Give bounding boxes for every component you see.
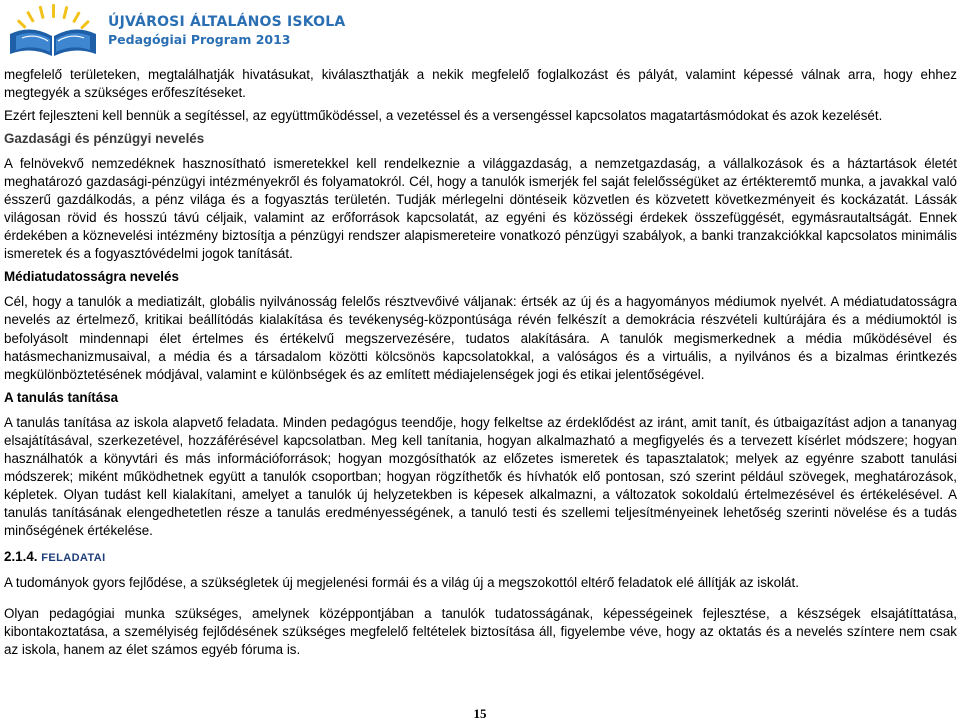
paragraph-tasks-intro: A tudományok gyors fejlődése, a szükségletek új megjelenési formái és a világ új a megszokottól eltérő feladatok elé állítják az iskolát. — [4, 575, 799, 591]
page-header — [0, 0, 960, 60]
program-title: Pedagógiai Program 2013 — [108, 32, 291, 47]
page-number: 15 — [473, 706, 487, 721]
section-heading-tasks — [4, 548, 957, 567]
paragraph-pedagogical-work: Olyan pedagógiai munka szükséges, amelynek középpontjában a tanulók tudatosságának, képességeinek fejlesztése, a készségek elsajátíttatása, kibontakoztatása, a személyiség fejlődésének szükséges megfelelő feltételek biztosítása áll, figyelembe véve, hogy az oktatás és a nevelés színtere nem csak az iskola, hanem az élet számos egyéb fóruma is. — [4, 606, 957, 658]
paragraph-economic-education: A felnövekvő nemzedéknek hasznosítható ismeretekkel kell rendelkeznie a világgazdaság, a nemzetgazdaság, a vállalkozások és a háztartások életét meghatározó gazdasági-pénzügyi intézményekről és folyamatokról. Cél, hogy a tanulók ismerjék fel saját felelősségüket az értékteremtő munka, a javakkal való ésszerű gazdálkodás, a pénz világa és a fogyasztás területén. Tudják mérlegelni döntéseik közvetlen és közvetett következményeit és kockázatát. Lássák világosan rövid és hosszú távú céljaik, valamint az erőforrások kapcsolatát, az egyéni és közösségi érdekek összefüggését, egymásrautaltságát. Ennek érdekében a köznevelési intézmény biztosítja a pénzügyi rendszer alapismereteire vonatkozó pénzügyi szabályok, a banki tranzakciókkal kapcsolatos minimális ismeretek és a fogyasztóvédelmi jogok tanítását. — [4, 155, 957, 262]
heading-learning-to-learn: A tanulás tanítása — [4, 389, 119, 405]
heading-economic-education: Gazdasági és pénzügyi nevelés — [4, 130, 205, 146]
school-name: ÚJVÁROSI ÁLTALÁNOS ISKOLA — [108, 14, 346, 30]
paragraph-intro: megfelelő területeken, megtalálhatják hivatásukat, kiválaszthatják a nekik megfelelő foglalkozást és pályát, valamint képessé válnak arra, hogy ehhez megtegyék a szükséges erőfeszítéseket. — [4, 67, 957, 101]
section-number: 2.1.4. — [4, 549, 38, 565]
paragraph-skills: Ezért fejleszteni kell bennük a segítéssel, az együttműködéssel, a vezetéssel és a versengéssel kapcsolatos magatartásmódokat és azok kezelését. — [4, 107, 883, 123]
heading-media-literacy: Médiatudatosságra nevelés — [4, 269, 179, 285]
section-title: FELADATAI — [41, 552, 106, 565]
paragraph-learning-to-learn: A tanulás tanítása az iskola alapvető feladata. Minden pedagógus teendője, hogy felkeltse az érdeklődést az iránt, amit tanít, és útbaigazítást adjon a tananyag elsajátításával, szerkezetével, hozzáférésével kapcsolatban. Meg kell tanítania, hogyan alkalmazható a megfigyelés és a tervezett kísérlet módszere; hogyan használhatók a könyvtári és más információforrások; hogyan mozgósíthatók az előzetes ismeretek és tapasztalatok; melyek az egyénre szabott tanulási módszerek; miként működhetnek együtt a tanulók csoportban; hogyan rögzíthetők és hívhatók elő pontosan, szó szerint például szövegek, meghatározások, képletek. Olyan tudást kell kialakítani, amelyet a tanulók új helyzetekben is képesek alkalmazni, a változatok sokoldalú értelmezésével és értékelésével. A tanulás tanításának elengedhetetlen része a tanulás eredményességének, a tanuló testi és szellemi teljesítményeinek lehetőség szerinti növelése és a tudás minőségének értékelése. — [4, 414, 957, 539]
paragraph-media-literacy: Cél, hogy a tanulók a mediatizált, globális nyilvánosság felelős résztvevőivé váljanak: értsék az új és a hagyományos médiumok nyelvét. A médiatudatosságra nevelés az értelmező, kritikai beállítódás kialakítása és tevékenység-központúsága révén felkészít a demokrácia részvételi kultúrájára és a médiumoktól is befolyásolt mindennapi élet értelmes és értékelvű megszervezésére, tudatos alakítására. A tanulók megismerkednek a média működésével és hatásmechanizmusaival, a média és a társadalom közötti kölcsönös kapcsolatokkal, a valóságos és a virtuális, a nyilvános és a bizalmas érintkezés megkülönböztetésének módjával, valamint e különbségek és az említett médiajelenségek jogi és etikai jelentőségével. — [4, 294, 957, 382]
document-body — [4, 66, 957, 664]
school-logo — [4, 2, 102, 58]
